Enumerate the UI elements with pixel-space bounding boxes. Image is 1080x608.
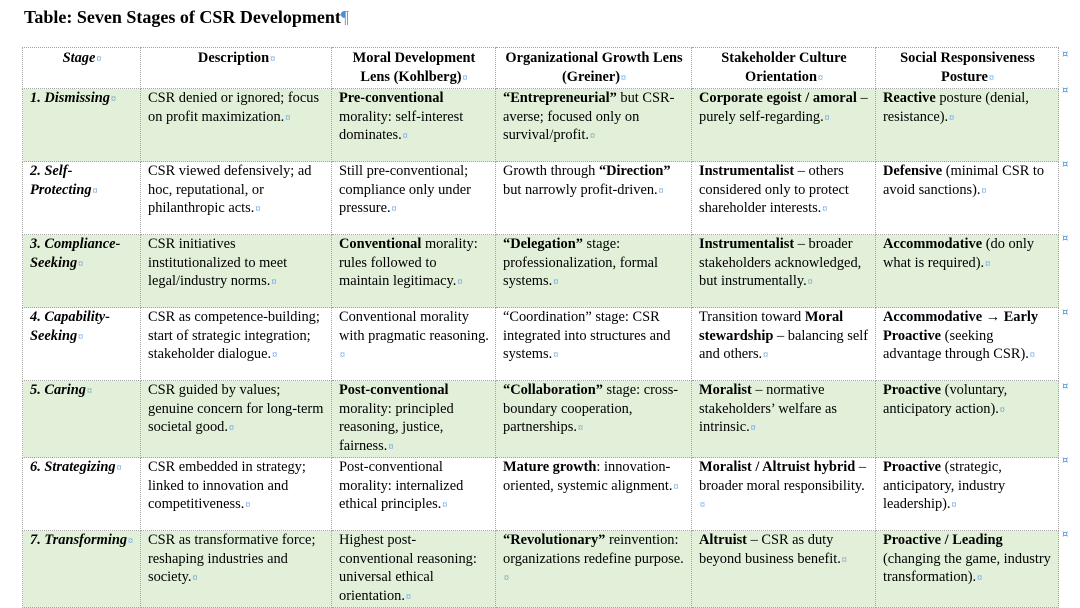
cell-end-mark: ¤: [255, 204, 261, 215]
stage-cell: [23, 531, 141, 608]
bold-term: Accommodative: [883, 236, 983, 252]
bold-term: “Revolutionary”: [503, 532, 606, 548]
cell-text: (do only what is required).: [883, 236, 1035, 271]
stakeholder-cell: [692, 235, 876, 308]
stage-cell: [23, 458, 141, 531]
cell-end-mark: ¤: [750, 423, 756, 434]
bold-term: Moralist: [699, 382, 752, 398]
cell-text: Post-conventional morality: internalized ethical principles.: [339, 459, 464, 512]
stage-label: 7. Transforming: [30, 532, 128, 548]
cell-end-mark: ¤: [340, 350, 345, 361]
cell-end-mark: ¤: [86, 386, 92, 397]
cell-text: reinvention: organizations redefine purpose.: [503, 532, 684, 567]
cell-text: – others considered only to protect shareholder interests.: [699, 163, 849, 216]
cell-text: CSR as competence-building; start of strategic integration; stakeholder dialogue.: [148, 309, 320, 362]
cell-end-mark: ¤: [110, 94, 116, 105]
cell-end-mark: ¤: [658, 185, 664, 197]
cell-text: – purely self-regarding.: [699, 90, 868, 125]
greiner-cell: [496, 381, 692, 458]
posture-cell: [876, 162, 1059, 235]
bold-term: Defensive: [883, 163, 943, 179]
cell-end-mark: ¤: [388, 441, 394, 453]
cell-text: (seeking advantage through CSR).: [883, 327, 1029, 362]
cell-text: morality: self-interest dominates.: [339, 108, 464, 143]
cell-text: Still pre-conventional; compliance only under pressure.: [339, 163, 471, 216]
description-cell: [141, 235, 332, 308]
cell-text: Highest post-conventional reasoning: universal ethical orientation.: [339, 532, 477, 604]
cell-text: “Coordination” stage: CSR integrated into structures and systems.: [503, 309, 671, 362]
table-title: [24, 4, 349, 30]
bold-term: Proactive / Leading: [883, 532, 1003, 548]
table-title-text: Table: Seven Stages of CSR Development: [24, 7, 341, 27]
cell-text: : innovation-oriented, systemic alignment.: [503, 459, 673, 494]
cell-end-mark: ¤: [442, 500, 448, 511]
cell-end-mark: ¤: [553, 350, 559, 361]
cell-end-mark: ¤: [949, 112, 955, 124]
cell-end-mark: ¤: [841, 554, 847, 566]
bold-term: Moralist / Altruist hybrid: [699, 459, 856, 475]
cell-end-mark: ¤: [589, 131, 595, 142]
row-end-mark: ¤: [1062, 381, 1069, 392]
pilcrow-mark: ¶: [340, 7, 349, 27]
cell-end-mark: ¤: [128, 536, 134, 547]
bold-term: Proactive: [883, 382, 942, 398]
bold-term: Proactive: [883, 459, 942, 475]
cell-end-mark: ¤: [763, 350, 769, 361]
cell-end-mark: ¤: [116, 463, 122, 474]
cell-end-mark: ¤: [271, 277, 277, 288]
posture-cell: [876, 531, 1059, 608]
bold-term: Accommodative → Early Proactive: [883, 309, 1039, 344]
posture-cell: [876, 308, 1059, 381]
cell-end-mark: ¤: [228, 423, 234, 434]
greiner-cell: [496, 162, 692, 235]
table-row: [23, 308, 1059, 381]
posture-cell: [876, 235, 1059, 308]
bold-term: “Delegation”: [503, 236, 583, 252]
stage-label: 1. Dismissing: [30, 90, 110, 106]
greiner-cell: [496, 531, 692, 608]
posture-cell: [876, 381, 1059, 458]
cell-text: stage: professionalization, formal systems.: [503, 236, 659, 289]
cell-end-mark: ¤: [78, 331, 84, 343]
cell-end-mark: ¤: [192, 573, 198, 584]
posture-cell: [876, 458, 1059, 531]
cell-text: Conventional morality with pragmatic reasoning.: [339, 309, 489, 344]
bold-term: “Collaboration”: [503, 382, 603, 398]
cell-text: – balancing self and others.: [699, 327, 869, 362]
stage-cell: [23, 308, 141, 381]
cell-text: (changing the game, industry transformation).: [883, 550, 1051, 585]
kohlberg-cell: [332, 89, 496, 162]
kohlberg-cell: [332, 381, 496, 458]
greiner-cell: [496, 458, 692, 531]
row-end-mark: ¤: [1062, 307, 1069, 318]
cell-text: (strategic, anticipatory, industry leadership).: [883, 459, 1006, 512]
cell-end-mark: ¤: [457, 277, 463, 288]
bold-term: Corporate egoist / amoral: [699, 90, 857, 106]
table-row: [23, 162, 1059, 235]
cell-end-mark: ¤: [92, 185, 98, 197]
stakeholder-cell: [692, 381, 876, 458]
cell-end-mark: ¤: [245, 500, 251, 511]
description-cell: [141, 162, 332, 235]
bold-term: Instrumentalist: [699, 163, 795, 179]
cell-end-mark: ¤: [673, 481, 679, 493]
cell-text: CSR initiatives institutionalized to meet legal/industry norms.: [148, 236, 288, 289]
csr-stages-table: [22, 47, 1059, 608]
stage-label: 3. Compliance-Seeking: [30, 236, 121, 271]
stage-label: 4. Capability-Seeking: [30, 309, 110, 344]
cell-text: morality: principled reasoning, justice, fairness.: [339, 400, 454, 454]
stage-cell: [23, 381, 141, 458]
cell-text: CSR guided by values; genuine concern for long-term societal good.: [148, 382, 324, 435]
cell-text: (voluntary, anticipatory action).: [883, 382, 1008, 417]
stakeholder-cell: [692, 89, 876, 162]
cell-text: posture (denial, resistance).: [883, 90, 1029, 125]
header-row: [23, 48, 1059, 89]
cell-text: but CSR-averse; focused only on survival/profit.: [503, 90, 675, 143]
cell-end-mark: ¤: [999, 404, 1005, 416]
posture-cell: [876, 89, 1059, 162]
kohlberg-cell: [332, 162, 496, 235]
row-end-mark: ¤: [1062, 49, 1069, 60]
cell-end-mark: ¤: [272, 350, 278, 361]
cell-end-mark: ¤: [824, 112, 830, 124]
cell-end-mark: ¤: [807, 277, 813, 288]
bold-term: Altruist: [699, 532, 747, 548]
bold-term: Conventional: [339, 236, 422, 252]
row-end-mark: ¤: [1062, 159, 1069, 170]
header-posture: Social Responsiveness Posture¤: [876, 48, 1059, 89]
kohlberg-cell: [332, 458, 496, 531]
cell-text: – broader moral responsibility.: [699, 459, 867, 494]
stakeholder-cell: [692, 531, 876, 608]
kohlberg-cell: [332, 308, 496, 381]
bold-term: Mature growth: [503, 459, 597, 475]
cell-text: (minimal CSR to avoid sanctions).: [883, 163, 1045, 198]
row-end-mark: ¤: [1062, 455, 1069, 466]
cell-end-mark: ¤: [405, 591, 411, 603]
stage-label: 5. Caring: [30, 382, 86, 398]
stage-cell: [23, 235, 141, 308]
cell-end-mark: ¤: [1029, 350, 1035, 361]
row-end-mark: ¤: [1062, 233, 1069, 244]
cell-text: but narrowly profit-driven.: [503, 181, 658, 198]
description-cell: [141, 458, 332, 531]
row-end-mark: ¤: [1062, 529, 1069, 540]
cell-end-mark: ¤: [985, 258, 991, 270]
cell-text: CSR embedded in strategy; linked to innovation and competitiveness.: [148, 459, 306, 512]
table-row: [23, 381, 1059, 458]
description-cell: [141, 531, 332, 608]
cell-text: – CSR as duty beyond business benefit.: [699, 532, 841, 567]
bold-term: Moral stewardship: [699, 309, 844, 344]
greiner-cell: [496, 308, 692, 381]
description-cell: [141, 308, 332, 381]
cell-end-mark: ¤: [577, 423, 583, 434]
stakeholder-cell: [692, 308, 876, 381]
cell-end-mark: ¤: [78, 258, 84, 270]
bold-term: Instrumentalist: [699, 236, 795, 252]
cell-end-mark: ¤: [822, 204, 828, 215]
bold-term: Pre-conventional: [339, 90, 444, 106]
kohlberg-cell: [332, 235, 496, 308]
stage-cell: [23, 162, 141, 235]
kohlberg-cell: [332, 531, 496, 608]
description-cell: [141, 381, 332, 458]
bold-term: “Entrepreneurial”: [503, 90, 617, 106]
cell-end-mark: ¤: [504, 573, 509, 584]
table-row: [23, 235, 1059, 308]
cell-end-mark: ¤: [391, 204, 397, 215]
stakeholder-cell: [692, 162, 876, 235]
bold-term: Reactive: [883, 90, 936, 106]
stage-cell: [23, 89, 141, 162]
cell-end-mark: ¤: [981, 185, 987, 197]
cell-text: stage: cross-boundary cooperation, partnerships.: [503, 382, 679, 435]
cell-text: Growth through: [503, 163, 599, 179]
header-stage: Stage¤: [23, 48, 141, 89]
stakeholder-cell: [692, 458, 876, 531]
table-body: [23, 89, 1059, 608]
cell-text: Transition toward: [699, 309, 805, 325]
header-kohlberg: Moral Development Lens (Kohlberg)¤: [332, 48, 496, 89]
cell-text: – broader stakeholders acknowledged, but instrumentally.: [699, 236, 862, 289]
header-greiner: Organizational Growth Lens (Greiner)¤: [496, 48, 692, 89]
row-end-mark: ¤: [1062, 85, 1069, 96]
table-row: [23, 458, 1059, 531]
greiner-cell: [496, 235, 692, 308]
table-row: [23, 531, 1059, 608]
cell-text: morality: rules followed to maintain legitimacy.: [339, 236, 478, 289]
cell-text: CSR as transformative force; reshaping industries and society.: [148, 532, 316, 585]
cell-end-mark: ¤: [285, 112, 291, 124]
greiner-cell: [496, 89, 692, 162]
cell-end-mark: ¤: [977, 573, 983, 584]
header-stakeholder: Stakeholder Culture Orientation¤: [692, 48, 876, 89]
bold-term: “Direction”: [598, 163, 671, 179]
description-cell: [141, 89, 332, 162]
cell-text: CSR viewed defensively; ad hoc, reputational, or philanthropic acts.: [148, 163, 312, 216]
cell-text: – normative stakeholders’ welfare as intrinsic.: [699, 382, 837, 435]
cell-end-mark: ¤: [700, 500, 705, 511]
cell-end-mark: ¤: [951, 500, 957, 511]
stage-label: 6. Strategizing: [30, 459, 116, 475]
cell-end-mark: ¤: [553, 277, 559, 288]
header-description: Description¤: [141, 48, 332, 89]
cell-end-mark: ¤: [402, 131, 408, 142]
stage-label: 2. Self-Protecting: [30, 163, 92, 198]
table-row: [23, 89, 1059, 162]
cell-text: CSR denied or ignored; focus on profit maximization.: [148, 90, 320, 125]
bold-term: Post-conventional: [339, 382, 449, 398]
